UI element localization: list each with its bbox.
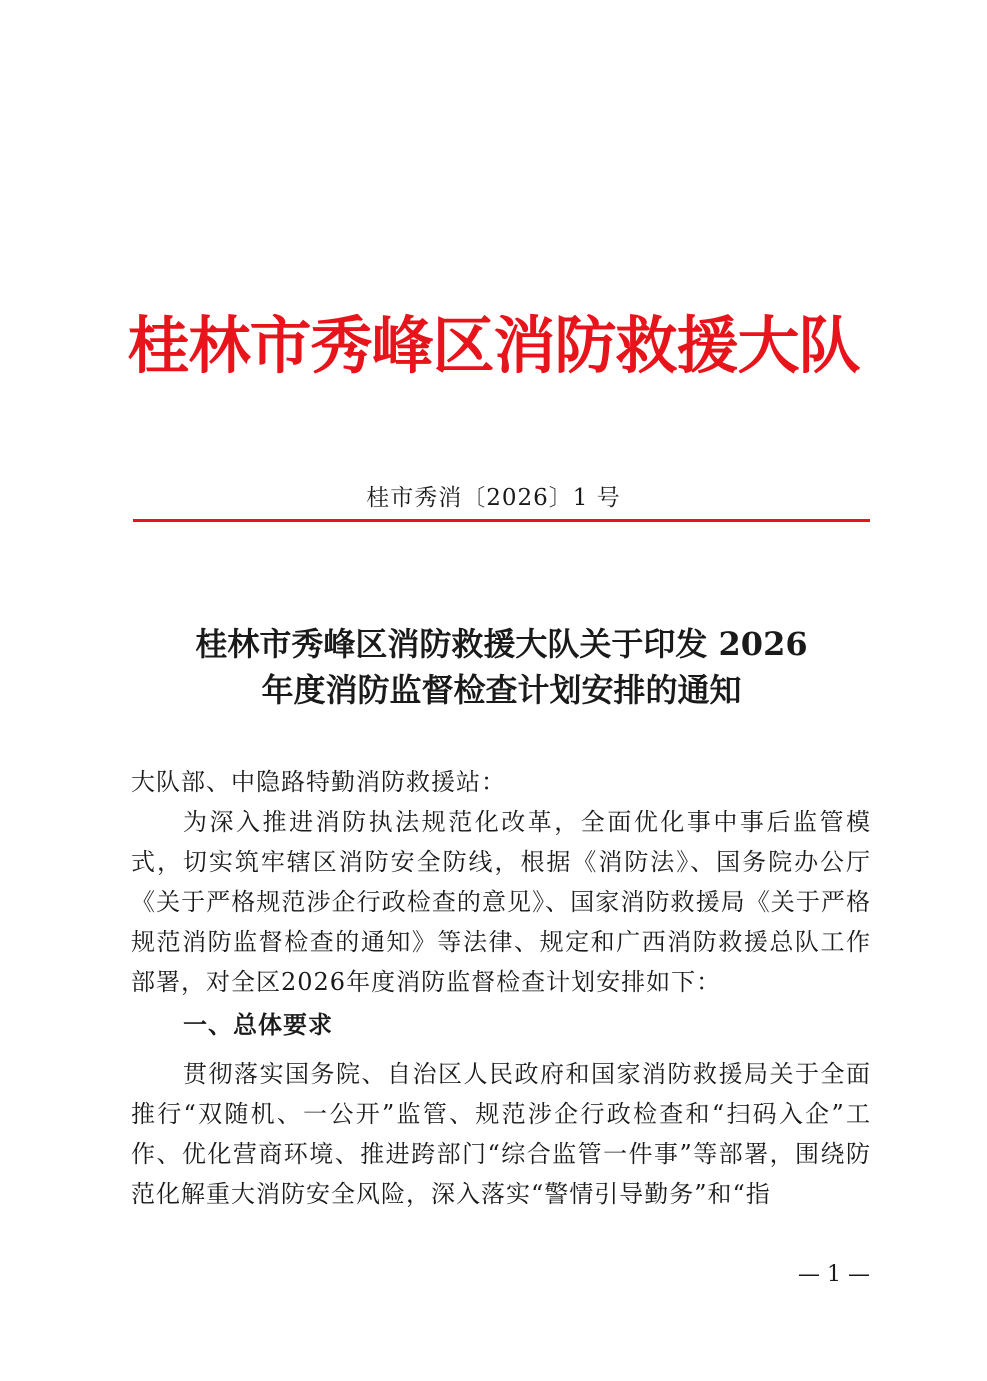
page-number: — 1 —	[798, 1262, 870, 1287]
document-number: 桂市秀消〔2026〕1 号	[366, 485, 621, 511]
red-divider-line	[133, 519, 870, 522]
salutation: 大队部、中隐路特勤消防救援站：	[131, 768, 506, 796]
org-header: 桂林市秀峰区消防救援大队	[127, 309, 860, 382]
title-line-2: 年度消防监督检查计划安排的通知	[261, 671, 742, 709]
paragraph-2: 贯彻落实国务院、自治区人民政府和国家消防救援局关于全面推行“双随机、一公开”监管、规范涉企行政检查和“扫码入企”工作、优化营商环境、推进跨部门“综合监管一件事”等部署，围绕防范化解重大消防安全风险，深入落实“警情引导勤务”和“指	[131, 1060, 871, 1208]
title-line-1: 桂林市秀峰区消防救援大队关于印发 2026	[195, 625, 808, 663]
section-heading-1: 一、总体要求	[183, 1011, 333, 1039]
document-title	[133, 621, 870, 713]
document-body	[131, 762, 871, 1214]
paragraph-1: 为深入推进消防执法规范化改革，全面优化事中事后监管模式，切实筑牢辖区消防安全防线，根据《消防法》、国务院办公厅《关于严格规范涉企行政检查的意见》、国家消防救援局《关于严格规范消防监督检查的通知》等法律、规定和广西消防救援总队工作部署，对全区2026年度消防监督检查计划安排如下：	[131, 808, 871, 996]
